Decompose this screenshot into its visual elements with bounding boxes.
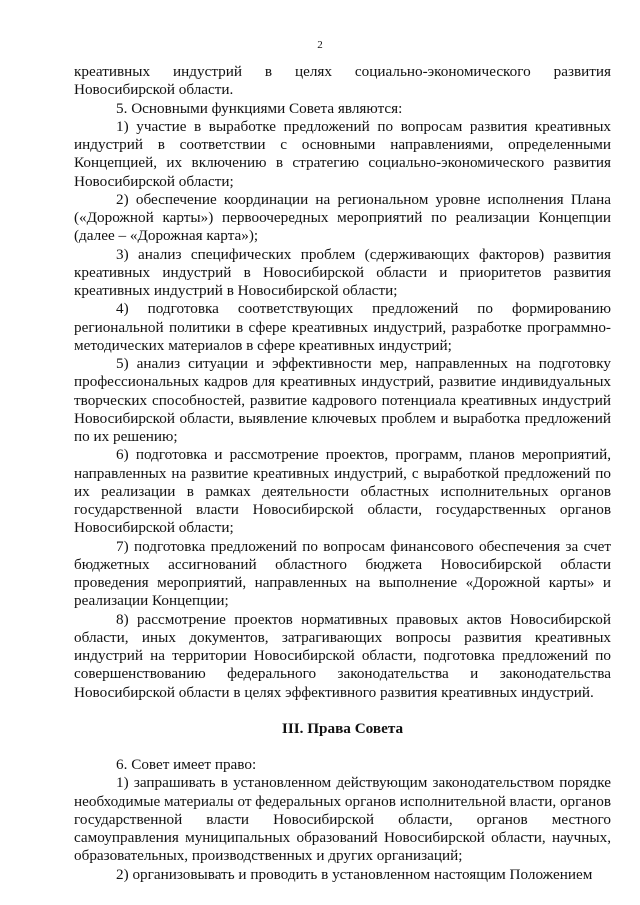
right-item-2: 2) организовывать и проводить в установленном настоящим Положением [116,865,593,883]
function-item-4: 4) подготовка соответствующих предложений по формированию региональной политики в сфере креативных индустрий, разработке программно-методических материалов в сфере креативных индустрий; [74,300,611,354]
function-item-3: 3) анализ специфических проблем (сдерживающих факторов) развития креативных индустрий в Новосибирской области и приоритетов развития креативных индустрий в Новосибирской области; [74,245,611,299]
point-5-intro: 5. Основными функциями Совета являются: [116,99,403,117]
right-item-1: 1) запрашивать в установленном действующим законодательством порядке необходимые материалы от федеральных органов исполнительной власти, органов государственной власти Новосибирской области, органов местного самоуправления муниципальных образований Новосибирской области, научных, образовательных, производственных и других организаций; [74,774,611,865]
page-number: 2 [317,39,323,51]
function-item-6: 6) подготовка и рассмотрение проектов, программ, планов мероприятий, направленных на развитие креативных индустрий, с выработкой предложений по их реализации в рамках деятельности областных исполнительных органов государственной власти Новосибирской области, государственных органов Новосибирской области; [74,446,611,537]
point-6-intro: 6. Совет имеет право: [116,756,257,773]
function-item-1: 1) участие в выработке предложений по вопросам развития креативных индустрий в соответствии с основными направлениями, определенными Концепцией, их включению в стратегию социально-экономического развития Новосибирской области; [74,117,611,190]
continued-paragraph: креативных индустрий в целях социально-экономического развития Новосибирской области. [74,63,611,99]
document-body [74,63,611,884]
function-item-2: 2) обеспечение координации на региональном уровне исполнения Плана («Дорожной карты») первоочередных мероприятий по реализации Концепции (далее – «Дорожная карта»); [74,190,611,245]
function-item-8: 8) рассмотрение проектов нормативных правовых актов Новосибирской области, иных документов, затрагивающих вопросы развития креативных индустрий на территории Новосибирской области, подготовка предложений по совершенствованию федерального законодательства и законодательства Новосибирской области в целях эффективного развития креативных индустрий. [74,610,611,701]
function-item-7: 7) подготовка предложений по вопросам финансового обеспечения за счет бюджетных ассигнований областного бюджета Новосибирской области проведения мероприятий, направленных на выполнение «Дорожной карты» и реализации Концепции; [74,537,611,610]
section-title: III. Права Совета [281,719,404,737]
function-item-5: 5) анализ ситуации и эффективности мер, направленных на подготовку профессиональных кадров для креативных индустрий, развитие индивидуальных творческих способностей, развитие кадрового потенциала креативных индустрий Новосибирской области, выявление ключевых проблем и выработка предложений по их решению; [74,355,611,445]
